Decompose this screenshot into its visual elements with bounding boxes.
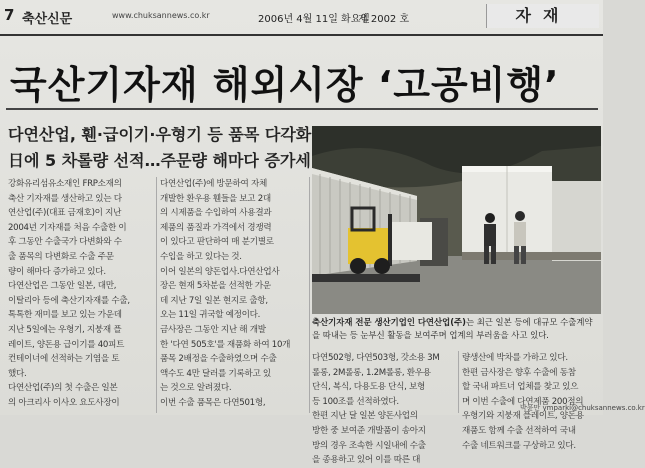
article-line: 다연산업은 그동안 일본, 대만, — [8, 281, 117, 292]
article-line: 컨테이너에 선적하는 기염을 토 — [8, 354, 120, 365]
article-line: 량생산에 박차를 가하고 있다. — [462, 353, 568, 363]
article-line: 강화유리섬유소재인 FRP소재의 — [8, 179, 122, 189]
article-line: 이 있다고 판단하여 매 분기별로 — [160, 237, 274, 248]
article-line: 했다. — [8, 368, 27, 379]
article-line: 출 품목의 다변화로 수출 주문 — [8, 251, 114, 262]
article-line: 액수도 4만 달러를 기록하고 있 — [160, 368, 271, 379]
article-line: 제품의 품질과 가격에서 경쟁력 — [160, 222, 272, 233]
article-line: 다연502형, 다연503형, 갓소용 3M — [312, 353, 440, 363]
headline-rule — [6, 108, 598, 110]
masthead-strip — [0, 0, 603, 36]
article-column-1 — [8, 177, 154, 415]
article-line: 오는 11일 귀국할 예정이다. — [160, 310, 261, 321]
article-line: 레이트, 양돈용 급이기를 40피트 — [8, 339, 125, 350]
section-label: 자재 — [486, 4, 599, 28]
article-line: 이탈리아 등에 축산기자재를 수출, — [8, 295, 130, 306]
article-line: 품목 2배정을 수출하였으며 수출 — [160, 354, 277, 365]
article-line: 지난 5일에는 우형기, 지붕재 플 — [8, 324, 122, 335]
article-line: 는 것으로 알려졌다. — [160, 383, 232, 394]
article-line: 의 시제품을 수입하여 사용결과 — [160, 208, 272, 219]
issue-date: 2006년 4월 11일 화요일 — [258, 14, 371, 25]
article-line: 개발한 환우용 휀들을 보고 2대 — [160, 193, 271, 204]
photo-caption — [312, 316, 601, 346]
article-line: 의 아크리사 이사오 요도사장이 — [8, 397, 120, 408]
article-line: 2004년 기자재를 처음 수출한 이 — [8, 222, 127, 233]
paper-url: www.chuksannews.co.kr — [112, 11, 210, 20]
article-line: 방한 중 보여준 개발품이 송아지 — [312, 425, 426, 436]
article-line: 롤롱, 2M롤롱, 1.2M롤롱, 환우용 — [312, 367, 431, 378]
byline: 박윤만 ymparki@chuksannews.co.kr — [520, 404, 645, 412]
article-line: 한 '다연 505호'를 재품화 하여 10개 — [160, 339, 291, 350]
column-divider — [458, 351, 459, 413]
article-line: 장은 현재 5차분을 선적한 가운 — [160, 281, 271, 292]
caption-text: 는 최근 일본 등에 대규모 수출계약 — [465, 317, 593, 327]
article-line: 금사장은 그동안 지난 해 개발 — [160, 324, 266, 335]
article-line: 연산업(주)(대표 금재호)이 지난 — [8, 208, 122, 219]
caption-lead: 축산기자재 전문 생산기업인 다연산업(주) — [312, 317, 466, 327]
article-column-2 — [160, 177, 308, 415]
column-divider — [156, 177, 157, 413]
article-line: 다연산업(주)의 첫 수출은 일본 — [8, 383, 118, 394]
article-line: 수출 네트워크를 구상하고 있다. — [462, 440, 576, 451]
article-line: 수입을 하고 있다는 것. — [160, 251, 242, 262]
article-line: 축산 기자재를 생산하고 있는 다 — [8, 193, 122, 204]
article-column-3 — [312, 351, 454, 466]
article-line: 량이 해마다 증가하고 있다. — [8, 266, 106, 277]
article-line: 우형기와 지붕재 플레이트, 양돈용 — [462, 411, 584, 422]
caption-line-2: 을 따내는 등 눈부신 활동을 보여주며 업계의 부러움을 사고 있다. — [312, 330, 549, 340]
subheadline-1: 다연산업, 휀·급이기·우형기 등 품목 다각화 — [8, 125, 312, 144]
article-line: 데 지난 7일 일본 현지로 출항, — [160, 295, 268, 306]
article-line: 방의 경우 조속한 시일내에 수출 — [312, 440, 426, 451]
issue-number: 제 2002 호 — [358, 14, 410, 25]
article-line: 다연산업(주)에 방문하여 자체 — [160, 179, 267, 189]
subheadline-2: 日에 5 차롤량 선적…주문량 해마다 증가세 — [8, 151, 311, 170]
article-line: 며 이번 수출에 다연제품 200점의 — [462, 396, 584, 407]
column-divider — [309, 177, 310, 413]
article-line: 등 100조를 선적하였다. — [312, 396, 399, 407]
article-line: 후 그동안 수출국가 다변화와 수 — [8, 237, 122, 248]
article-line: 단식, 복식, 다용도용 단식, 보형 — [312, 382, 426, 393]
page-number: 7 — [4, 6, 15, 24]
news-photo — [312, 126, 601, 314]
article-line: 한편 금사장은 향후 수출에 동참 — [462, 367, 576, 378]
article-line: 이번 수출 품목은 다연501형, — [160, 397, 266, 408]
article-line: 할 국내 파트너 업체를 찾고 있으 — [462, 382, 579, 393]
article-line: 재품도 함께 수출 선적하여 국내 — [462, 425, 576, 436]
headline: 국산기자재 해외시장 ‘고공비행’ — [10, 63, 560, 107]
container-loading-photo — [312, 126, 601, 314]
article-line: 을 종용하고 있어 이를 따른 대 — [312, 455, 421, 466]
paper-name: 축산신문 — [22, 12, 73, 27]
article-line: 한편 지난 달 일본 양돈사업의 — [312, 411, 418, 422]
article-line: 이어 일본의 양돈업사.다연산업사 — [160, 266, 280, 277]
article-line: 톡톡한 재미를 보고 있는 가운데 — [8, 310, 122, 321]
